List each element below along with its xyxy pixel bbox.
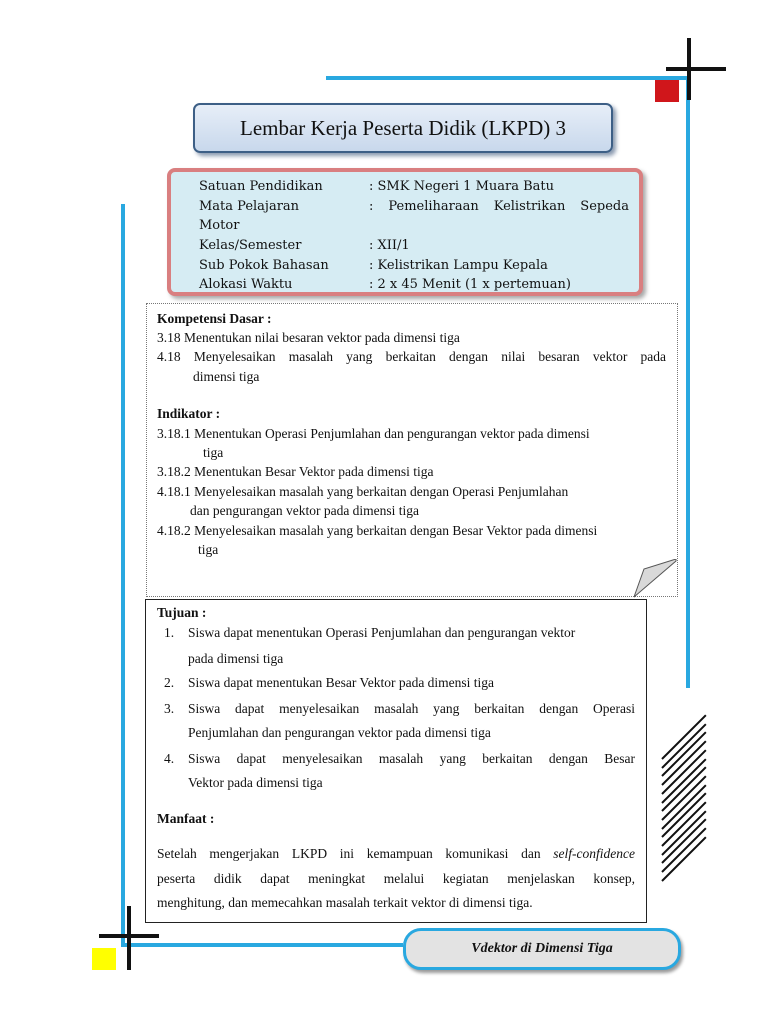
frame-line-top	[326, 76, 688, 80]
tujuan-heading: Tujuan :	[157, 605, 207, 620]
yellow-square	[92, 948, 116, 970]
manfaat-heading: Manfaat :	[157, 811, 215, 826]
manfaat-italic-text: self-confidence	[553, 846, 635, 861]
tujuan-box	[145, 599, 647, 923]
indikator-item-continuation: dan pengurangan vektor pada dimensi tiga	[190, 503, 420, 518]
tujuan-item: Siswa dapat menentukan Operasi Penjumlahan dan pengurangan vektor	[188, 625, 576, 640]
identity-label: Satuan Pendidikan	[199, 179, 323, 194]
corner-cross-vertical	[687, 38, 691, 100]
corner-cross-horizontal	[666, 67, 726, 71]
tujuan-item-continuation: Vektor pada dimensi tiga	[188, 775, 323, 790]
tujuan-number: 3.	[164, 701, 175, 716]
identity-box	[167, 168, 643, 296]
identity-label: Mata Pelajaran	[199, 199, 300, 214]
identity-value: : Kelistrikan Lampu Kepala	[369, 258, 548, 273]
identity-label: Sub Pokok Bahasan	[199, 258, 329, 273]
identity-label: Alokasi Waktu	[199, 277, 293, 292]
indikator-item: 3.18.2 Menentukan Besar Vektor pada dimensi tiga	[157, 464, 434, 479]
page-curl-icon	[634, 559, 678, 599]
indikator-item: 3.18.1 Menentukan Operasi Penjumlahan dan pengurangan vektor pada dimensi	[157, 426, 590, 441]
tujuan-item: Siswa dapat menyelesaikan masalah yang berkaitan dengan Operasi	[188, 701, 635, 716]
indikator-heading: Indikator :	[157, 406, 221, 421]
manfaat-line	[157, 846, 635, 862]
tujuan-item-continuation: Penjumlahan dan pengurangan vektor pada dimensi tiga	[188, 725, 491, 740]
tujuan-item: Siswa dapat menyelesaikan masalah yang berkaitan dengan Besar	[188, 751, 635, 766]
frame-line-left	[121, 204, 125, 945]
footer-badge: Vdektor di Dimensi Tiga	[403, 928, 681, 970]
tujuan-item-continuation: pada dimensi tiga	[188, 651, 284, 666]
indikator-item: 4.18.2 Menyelesaikan masalah yang berkaitan dengan Besar Vektor pada dimensi	[157, 523, 598, 538]
hatch-line	[661, 836, 706, 881]
kompetensi-heading: Kompetensi Dasar :	[157, 311, 272, 326]
tujuan-number: 1.	[164, 625, 175, 640]
indikator-item-continuation: tiga	[203, 445, 224, 460]
identity-value: : XII/1	[369, 238, 410, 253]
manfaat-line: menghitung, dan memecahkan masalah terkait vektor di dimensi tiga.	[157, 895, 533, 910]
frame-line-right	[686, 76, 690, 688]
frame-line-bottom	[121, 943, 403, 947]
manfaat-line: peserta didik dapat meningkat melalui kegiatan menjelaskan konsep,	[157, 871, 635, 886]
identity-value: : SMK Negeri 1 Muara Batu	[369, 179, 554, 194]
kd-item-continuation: dimensi tiga	[193, 369, 260, 384]
tujuan-number: 2.	[164, 675, 175, 690]
identity-value: : 2 x 45 Menit (1 x pertemuan)	[369, 277, 571, 292]
kompetensi-box	[146, 303, 678, 597]
identity-value-continuation: Motor	[199, 218, 240, 233]
identity-value: : Pemeliharaan Kelistrikan Sepeda	[369, 199, 629, 214]
indikator-item: 4.18.1 Menyelesaikan masalah yang berkaitan dengan Operasi Penjumlahan	[157, 484, 569, 499]
manfaat-text: Setelah mengerjakan LKPD ini kemampuan komunikasi dan	[157, 846, 554, 861]
indikator-item-continuation: tiga	[198, 542, 219, 557]
corner-cross-vertical-bottom	[127, 906, 131, 970]
kd-item: 3.18 Menentukan nilai besaran vektor pada dimensi tiga	[157, 330, 460, 345]
red-square	[655, 80, 679, 102]
tujuan-number: 4.	[164, 751, 175, 766]
page-title: Lembar Kerja Peserta Didik (LKPD) 3	[193, 103, 613, 153]
tujuan-item: Siswa dapat menentukan Besar Vektor pada dimensi tiga	[188, 675, 495, 690]
identity-label: Kelas/Semester	[199, 238, 302, 253]
kd-item: 4.18 Menyelesaikan masalah yang berkaitan dengan nilai besaran vektor pada	[157, 349, 666, 364]
